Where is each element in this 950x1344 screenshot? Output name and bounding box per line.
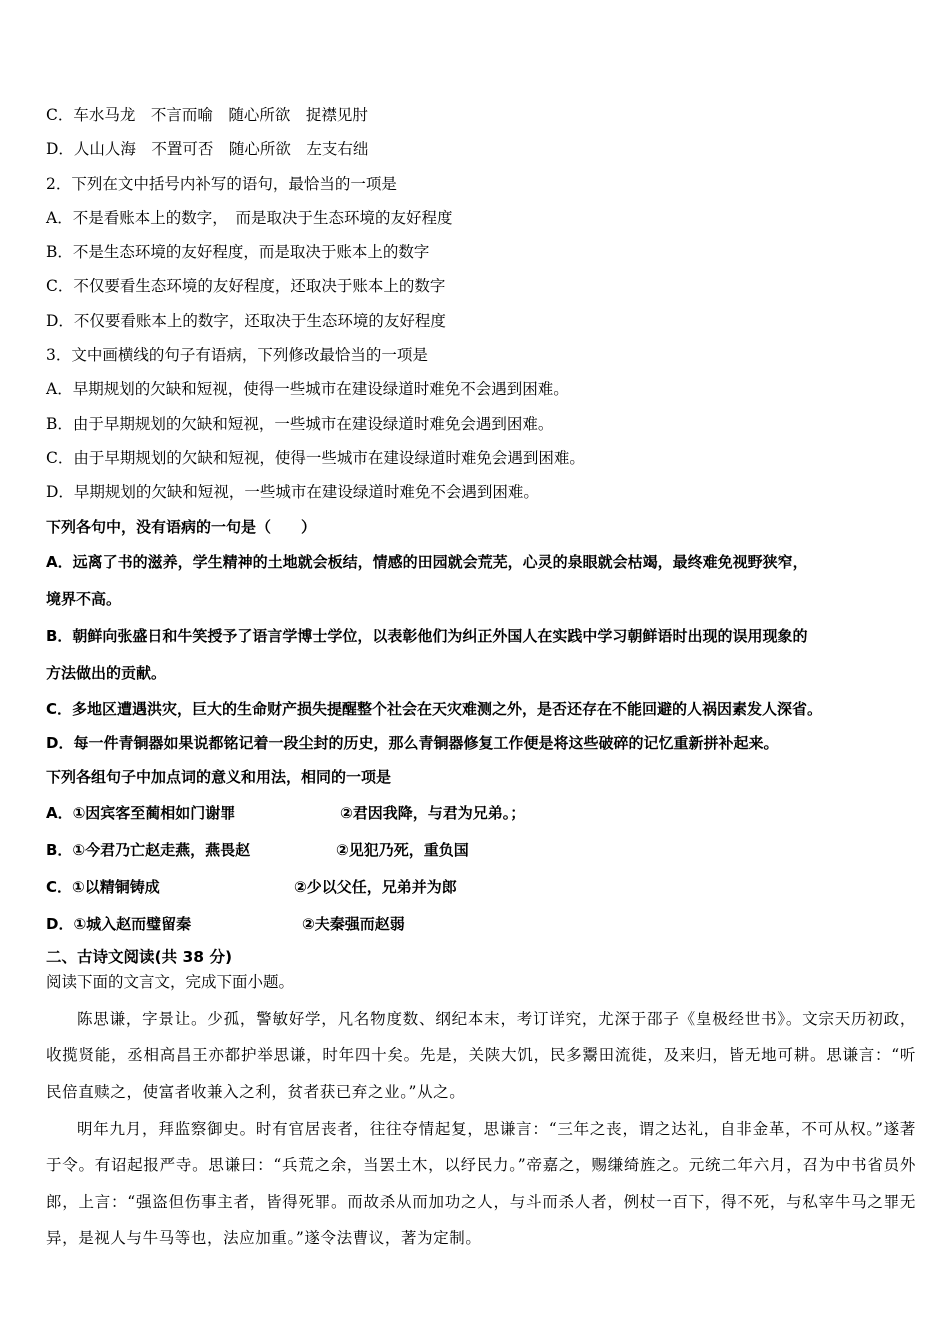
- q5-option-c-right: ②少以父任，兄弟并为郎: [294, 877, 457, 896]
- passage-paragraph-1: 陈思谦，字景让。少孤，警敏好学，凡名物度数、纲纪本末，考订详究，尤深于邵子《皇极经世书》。文宗天历初政，收揽贤能，丞相高昌王亦都护举思谦，时年四十矣。先是，关陕大饥，民多鬻田流徙，及来归，皆无地可耕。思谦言：“听民倍直赎之，使富者收兼入之利，贫者获已弃之业。”从之。: [46, 1009, 916, 1101]
- section-intro: 阅读下面的文言文，完成下面小题。: [46, 972, 295, 991]
- document-page: [46, 98, 916, 1257]
- q4-option-a-line2: 境界不高。: [46, 589, 122, 608]
- q4-option-c: C．多地区遭遇洪灾，巨大的生命财产损失提醒整个社会在天灾难测之外，是否还存在不能回避的人祸因素发人深省。: [46, 699, 823, 718]
- q5-option-c-left: C．①以精铜铸成: [46, 877, 160, 896]
- q1-option-d: D．人山人海 不置可否 随心所欲 左支右绌: [46, 140, 369, 159]
- q2-option-d: D．不仅要看账本上的数字，还取决于生态环境的友好程度: [46, 311, 446, 330]
- q3-option-d: D．早期规划的欠缺和短视，一些城市在建设绿道时难免不会遇到困难。: [46, 483, 539, 502]
- q5-option-d-left: D．①城入赵而璧留秦: [46, 914, 192, 933]
- q5-option-d: [46, 906, 916, 943]
- passage-paragraph-2: 明年九月，拜监察御史。时有官居丧者，往往夺情起复，思谦言：“三年之丧，谓之达礼，自非金革，不可从权。”遂著于令。有诏起报严寺。思谦曰：“兵荒之余，当罢土木，以纾民力。”帝嘉之，赐缣绮旌之。元统二年六月，召为中书省员外郎，上言：“强盗但伤事主者，皆得死罪。而故杀从而加功之人，与斗而杀人者，例杖一百下，得不死，与私宰牛马之罪无异，是视人与牛马等也，法应加重。”遂令法曹议，著为定制。: [46, 1119, 916, 1248]
- classical-passage: [46, 1001, 916, 1257]
- q5-option-a: [46, 795, 916, 832]
- q5-option-b-left: B．①今君乃亡赵走燕，燕畏赵: [46, 840, 251, 859]
- q4-option-d: D．每一件青铜器如果说都铭记着一段尘封的历史，那么青铜器修复工作便是将这些破碎的记忆重新拼补起来。: [46, 734, 779, 753]
- q5-option-c: [46, 869, 916, 906]
- q4-stem: 下列各句中，没有语病的一句是（ ）: [46, 517, 317, 536]
- q4-option-a-line1: A．远离了书的滋养，学生精神的土地就会板结，情感的田园就会荒芜，心灵的泉眼就会枯竭，最终难免视野狭窄，: [46, 552, 808, 571]
- q5-stem: 下列各组句子中加点词的意义和用法，相同的一项是: [46, 768, 392, 787]
- q5-option-b: [46, 832, 916, 869]
- q2-option-a: A．不是看账本上的数字， 而是取决于生态环境的友好程度: [46, 208, 453, 227]
- q5-option-d-right: ②夫秦强而赵弱: [302, 914, 405, 933]
- q3-option-c: C．由于早期规划的欠缺和短视，使得一些城市在建设绿道时难免会遇到困难。: [46, 448, 585, 467]
- q5-option-a-right: ②君因我降，与君为兄弟。；: [340, 803, 526, 822]
- q2-option-c: C．不仅要看生态环境的友好程度，还取决于账本上的数字: [46, 277, 446, 296]
- q2-stem: 2．下列在文中括号内补写的语句，最恰当的一项是: [46, 174, 397, 193]
- q3-option-a: A．早期规划的欠缺和短视，使得一些城市在建设绿道时难免不会遇到困难。: [46, 380, 569, 399]
- q3-option-b: B．由于早期规划的欠缺和短视，一些城市在建设绿道时难免会遇到困难。: [46, 414, 554, 433]
- section-title: 二、古诗文阅读(共 38 分): [46, 947, 233, 966]
- q3-stem: 3．文中画横线的句子有语病，下列修改最恰当的一项是: [46, 346, 428, 365]
- q5-option-a-left: A．①因宾客至蔺相如门谢罪: [46, 803, 236, 822]
- q4-option-b-line2: 方法做出的贡献。: [46, 663, 167, 682]
- q1-option-c: C．车水马龙 不言而喻 随心所欲 捉襟见肘: [46, 106, 368, 124]
- q5-option-b-right: ②见犯乃死，重负国: [336, 840, 469, 859]
- q2-option-b: B．不是生态环境的友好程度，而是取决于账本上的数字: [46, 243, 430, 262]
- q4-option-b-line1: B．朝鲜向张盛日和牛笑授予了语言学博士学位，以表彰他们为纠正外国人在实践中学习朝鲜语时出现的误用现象的: [46, 626, 808, 645]
